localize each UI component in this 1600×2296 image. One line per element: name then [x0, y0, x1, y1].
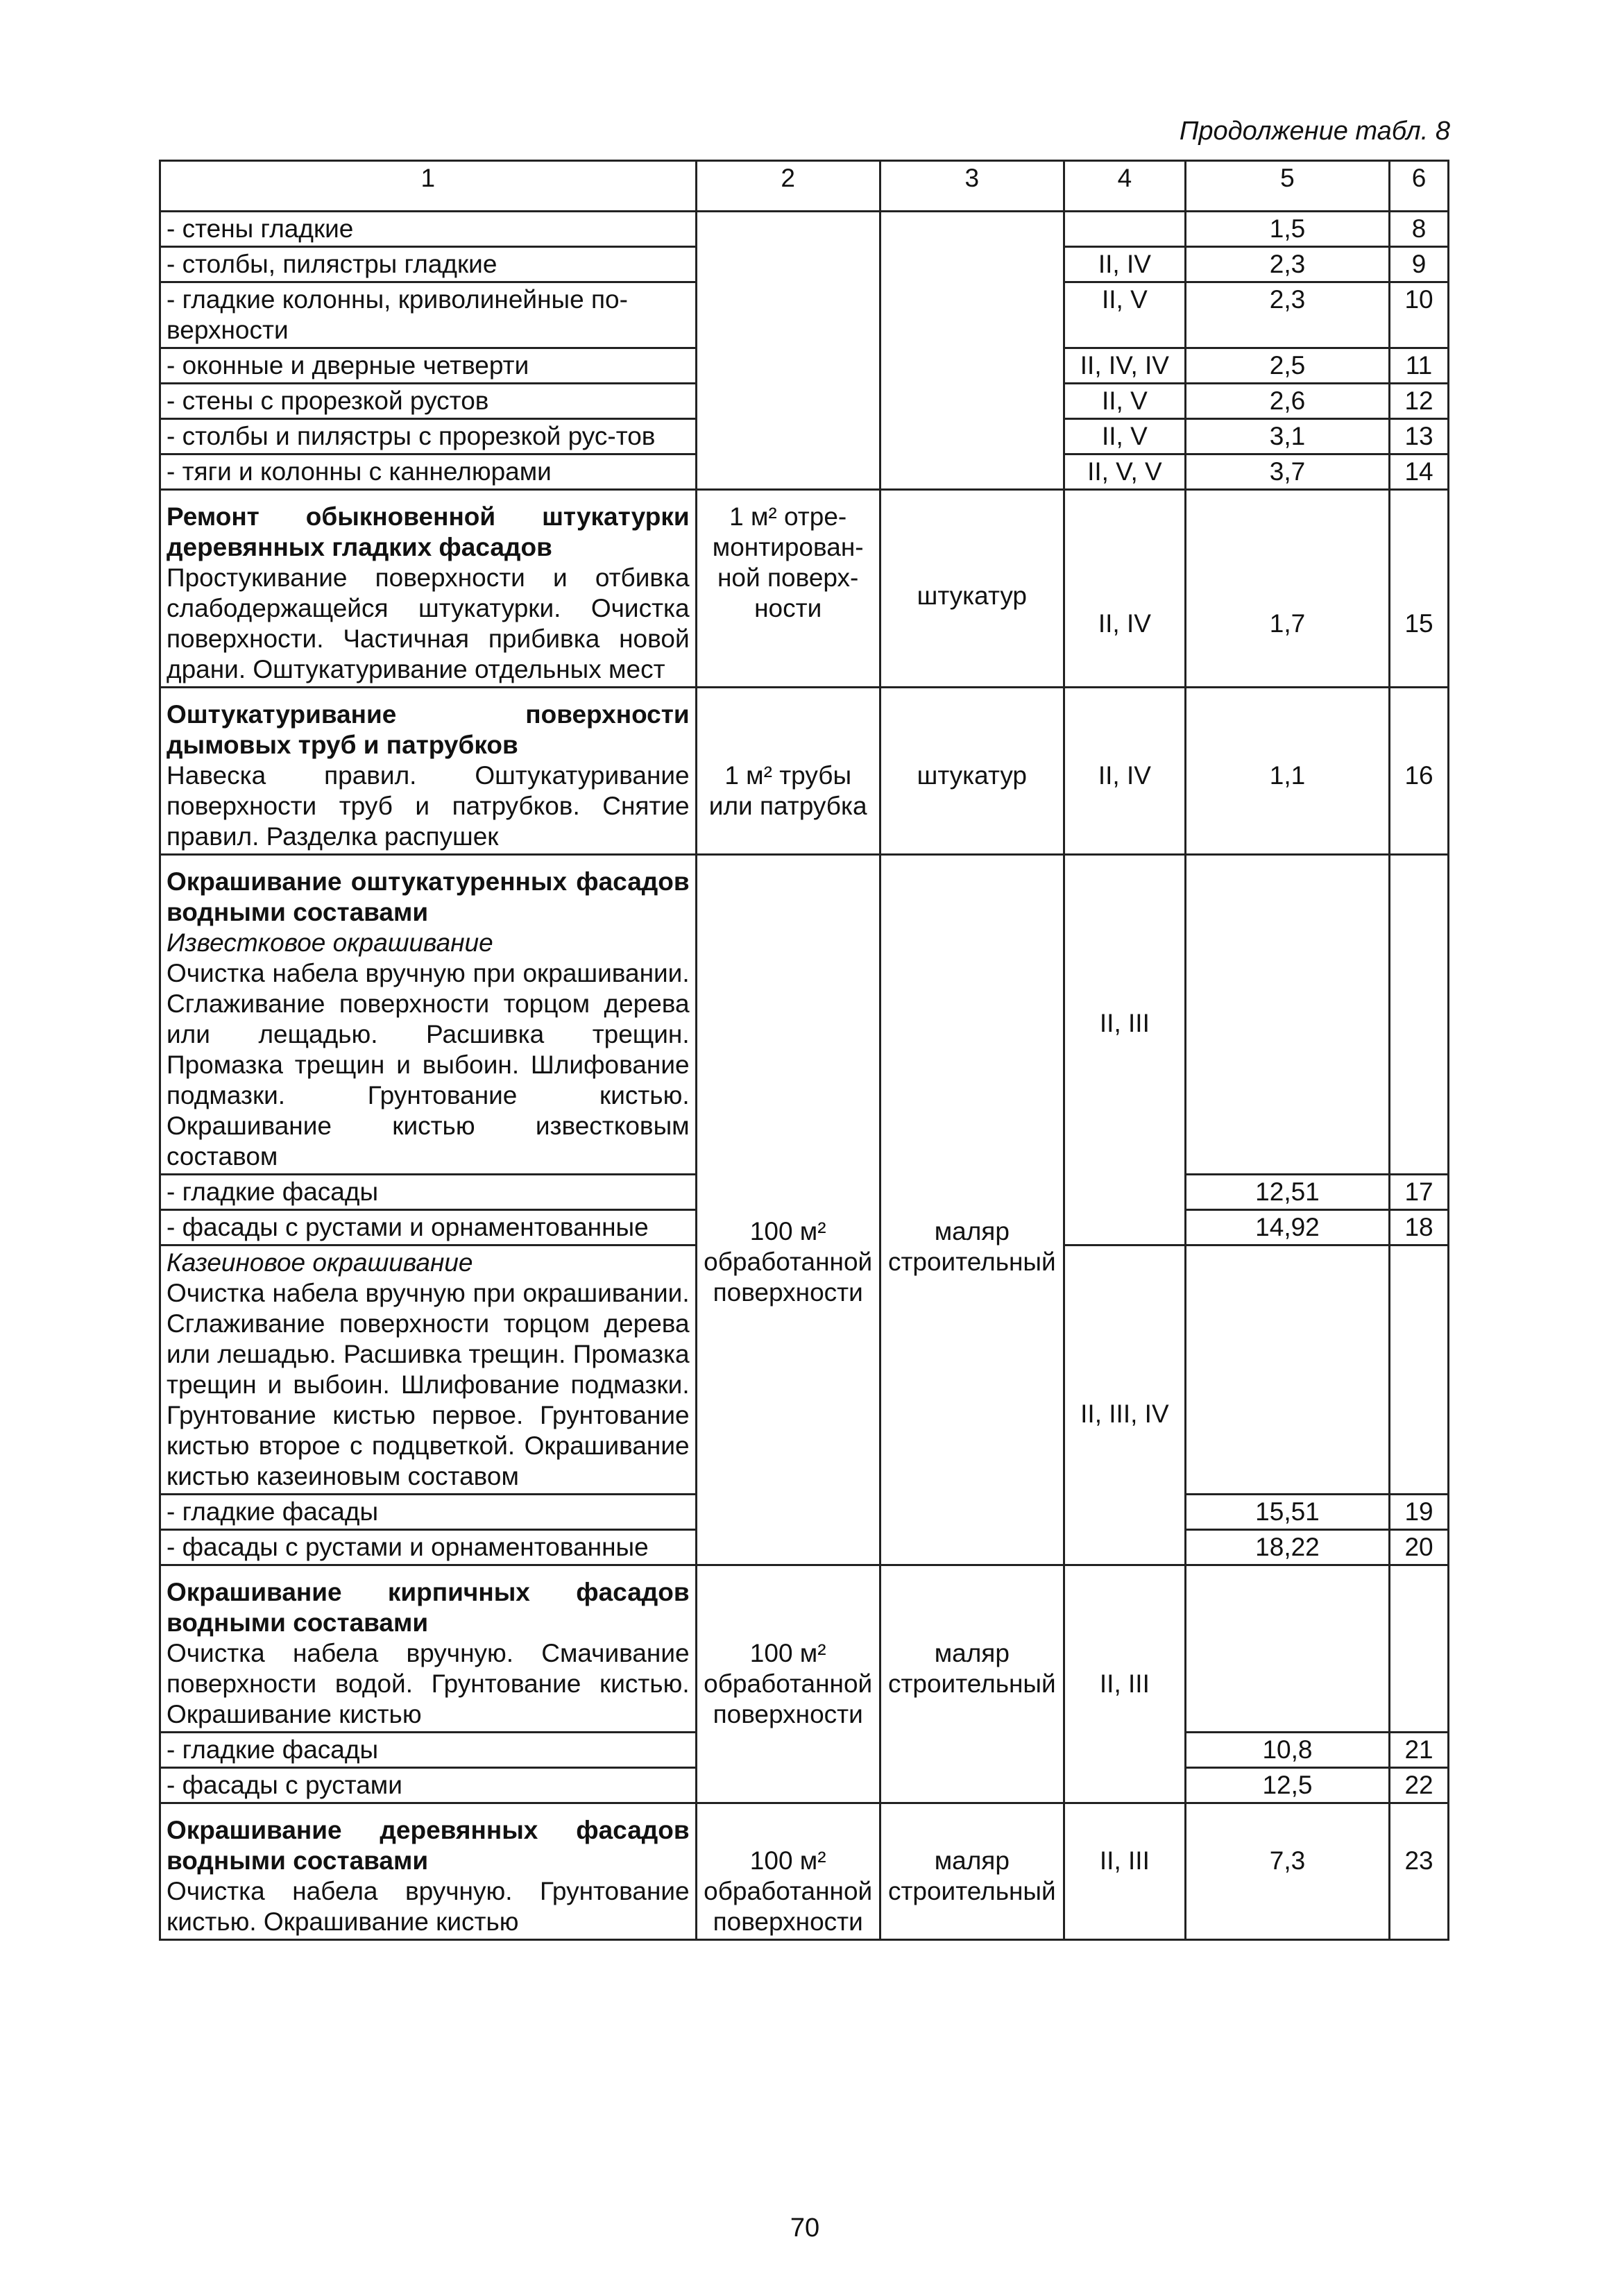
- work-name-cell: - фасады с рустами и орнаментованные: [160, 1210, 697, 1245]
- work-name-cell: - фасады с рустами и орнаментованные: [160, 1530, 697, 1565]
- page-number: 70: [790, 2213, 820, 2243]
- section-title: Окрашивание оштукатуренных фасадов водными составами: [167, 867, 690, 926]
- row-number-cell: 22: [1390, 1768, 1449, 1803]
- row-number-cell: 10: [1390, 282, 1449, 348]
- section-cell: [160, 855, 697, 1175]
- category-cell: II, IV, IV: [1064, 348, 1185, 384]
- table-row: [160, 1803, 1449, 1940]
- section-cell: [160, 688, 697, 855]
- row-number-cell: 21: [1390, 1733, 1449, 1768]
- subsection-title: Казеиновое окрашивание: [167, 1248, 473, 1277]
- header-cell: 1: [160, 161, 697, 212]
- section-title: Ремонт обыкновенной штукатурки деревянных гладких фасадов: [167, 502, 690, 561]
- norm-value-cell: 1,5: [1185, 212, 1389, 247]
- work-name-cell: - столбы, пилястры гладкие: [160, 247, 697, 282]
- section-cell: [160, 1245, 697, 1495]
- category-cell: II, III, IV: [1064, 1245, 1185, 1565]
- work-name-cell: - гладкие колонны, криволинейные по-верхности: [160, 282, 697, 348]
- work-name-cell: - столбы и пилястры с прорезкой рус-тов: [160, 419, 697, 454]
- section-cell: [160, 1565, 697, 1733]
- unit-cell: 100 м² обработанной поверхности: [696, 855, 880, 1565]
- norm-value-cell: 2,3: [1185, 247, 1389, 282]
- worker-cell: маляр строительный: [880, 1565, 1064, 1803]
- row-number-cell: [1390, 855, 1449, 1175]
- norm-value-cell: 12,51: [1185, 1175, 1389, 1210]
- worker-cell: штукатур: [880, 490, 1064, 688]
- norm-value-cell: 2,3: [1185, 282, 1389, 348]
- norm-value-cell: 3,7: [1185, 454, 1389, 490]
- row-number-cell: 13: [1390, 419, 1449, 454]
- norm-value-cell: 2,5: [1185, 348, 1389, 384]
- norm-value-cell: 7,3: [1185, 1803, 1389, 1940]
- norm-value-cell: 1,1: [1185, 688, 1389, 855]
- header-cell: 3: [880, 161, 1064, 212]
- section-description: Очистка набела вручную. Грунтование кистью. Окрашивание кистью: [167, 1877, 690, 1936]
- norm-value-cell: 3,1: [1185, 419, 1389, 454]
- work-name-cell: - гладкие фасады: [160, 1495, 697, 1530]
- norm-value-cell: 10,8: [1185, 1733, 1389, 1768]
- row-number-cell: 17: [1390, 1175, 1449, 1210]
- row-number-cell: 18: [1390, 1210, 1449, 1245]
- row-number-cell: [1390, 1245, 1449, 1495]
- row-number-cell: 16: [1390, 688, 1449, 855]
- worker-cell: штукатур: [880, 688, 1064, 855]
- table-row: [160, 1565, 1449, 1733]
- section-description: Простукивание поверхности и отбивка слабодержащейся штукатурки. Очистка поверхности. Частичная прибивка новой драни. Оштукатуривание отдельных мест: [167, 563, 690, 683]
- section-cell: [160, 490, 697, 688]
- category-cell: II, V: [1064, 282, 1185, 348]
- category-cell: II, IV: [1064, 688, 1185, 855]
- work-name-cell: - гладкие фасады: [160, 1175, 697, 1210]
- row-number-cell: 8: [1390, 212, 1449, 247]
- norm-value-cell: 18,22: [1185, 1530, 1389, 1565]
- category-cell: II, III: [1064, 855, 1185, 1245]
- category-cell: II, III: [1064, 1565, 1185, 1803]
- norm-value-cell: 1,7: [1185, 490, 1389, 688]
- table-caption: Продолжение табл. 8: [1179, 117, 1450, 146]
- category-cell: II, III: [1064, 1803, 1185, 1940]
- unit-cell: [696, 212, 880, 490]
- row-number-cell: 20: [1390, 1530, 1449, 1565]
- work-name-cell: - фасады с рустами: [160, 1768, 697, 1803]
- category-cell: II, IV: [1064, 247, 1185, 282]
- norm-value-cell: 2,6: [1185, 384, 1389, 419]
- worker-cell: маляр строительный: [880, 1803, 1064, 1940]
- section-title: Оштукатуривание поверхности дымовых труб и патрубков: [167, 700, 690, 759]
- work-name-cell: - оконные и дверные четверти: [160, 348, 697, 384]
- row-number-cell: 19: [1390, 1495, 1449, 1530]
- category-cell: II, V: [1064, 384, 1185, 419]
- header-row: [160, 161, 1449, 212]
- table-row: [160, 212, 1449, 247]
- category-cell: [1064, 212, 1185, 247]
- row-number-cell: 23: [1390, 1803, 1449, 1940]
- unit-cell: 1 м² трубы или патрубка: [696, 688, 880, 855]
- norm-value-cell: [1185, 1565, 1389, 1733]
- category-cell: II, V: [1064, 419, 1185, 454]
- worker-cell: [880, 212, 1064, 490]
- section-title: Окрашивание кирпичных фасадов водными составами: [167, 1578, 690, 1637]
- unit-cell: 100 м² обработанной поверхности: [696, 1803, 880, 1940]
- norm-value-cell: 12,5: [1185, 1768, 1389, 1803]
- header-cell: 6: [1390, 161, 1449, 212]
- row-number-cell: 9: [1390, 247, 1449, 282]
- unit-cell: 1 м² отре-монтирован-ной поверх-ности: [696, 490, 880, 688]
- row-number-cell: 15: [1390, 490, 1449, 688]
- work-name-cell: - гладкие фасады: [160, 1733, 697, 1768]
- header-cell: 5: [1185, 161, 1389, 212]
- row-number-cell: 14: [1390, 454, 1449, 490]
- unit-cell: 100 м² обработанной поверхности: [696, 1565, 880, 1803]
- norms-table-wrapper: [159, 160, 1449, 1941]
- section-cell: [160, 1803, 697, 1940]
- table-row: [160, 688, 1449, 855]
- section-description: Очистка набела вручную при окрашивании. Сглаживание поверхности торцом дерева или лещадью. Расшивка трещин. Промазка трещин и выбоин. Шлифование подмазки. Грунтование кистью. Окрашивание кистью известковым составом: [167, 959, 690, 1171]
- work-name-cell: - стены гладкие: [160, 212, 697, 247]
- worker-cell: маляр строительный: [880, 855, 1064, 1565]
- section-description: Навеска правил. Оштукатуривание поверхности труб и патрубков. Снятие правил. Разделка распушек: [167, 761, 690, 851]
- category-cell: II, V, V: [1064, 454, 1185, 490]
- norm-value-cell: 14,92: [1185, 1210, 1389, 1245]
- norm-value-cell: [1185, 855, 1389, 1175]
- row-number-cell: 12: [1390, 384, 1449, 419]
- norms-table: [159, 160, 1449, 1941]
- row-number-cell: 11: [1390, 348, 1449, 384]
- table-row: [160, 490, 1449, 688]
- section-description: Очистка набела вручную при окрашивании. Сглаживание поверхности торцом дерева или лешадью. Расшивка трещин. Промазка трещин и выбоин. Шлифование подмазки. Грунтование кистью первое. Грунтование кистью второе с подцветкой. Окрашивание кистью казеиновым составом: [167, 1279, 690, 1490]
- work-name-cell: - тяги и колонны с каннелюрами: [160, 454, 697, 490]
- table-row: [160, 855, 1449, 1175]
- header-cell: 4: [1064, 161, 1185, 212]
- subsection-title: Известковое окрашивание: [167, 928, 493, 957]
- header-cell: 2: [696, 161, 880, 212]
- section-title: Окрашивание деревянных фасадов водными составами: [167, 1816, 690, 1875]
- norm-value-cell: [1185, 1245, 1389, 1495]
- norm-value-cell: 15,51: [1185, 1495, 1389, 1530]
- work-name-cell: - стены с прорезкой рустов: [160, 384, 697, 419]
- category-cell: II, IV: [1064, 490, 1185, 688]
- row-number-cell: [1390, 1565, 1449, 1733]
- section-description: Очистка набела вручную. Смачивание поверхности водой. Грунтование кистью. Окрашивание кистью: [167, 1639, 690, 1728]
